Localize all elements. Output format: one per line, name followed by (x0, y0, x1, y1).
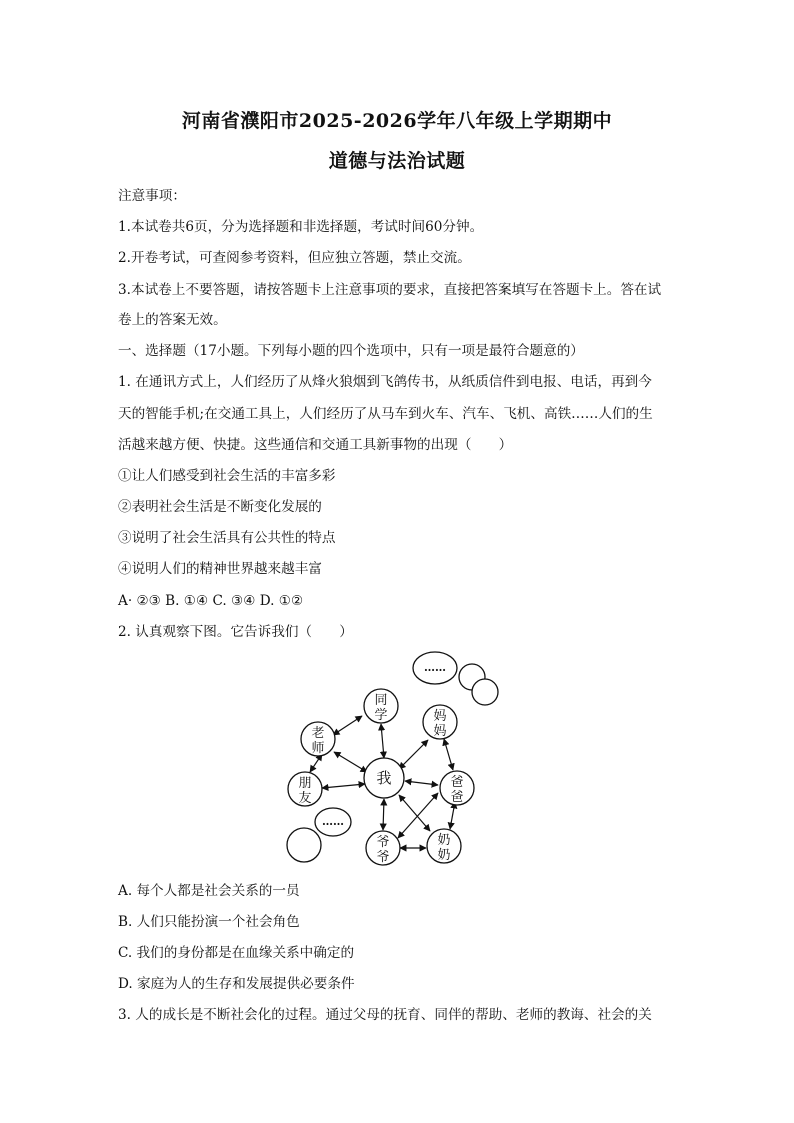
label-classmate: 学 (374, 708, 388, 723)
question-2-option: D. 家庭为人的生存和发展提供必要条件 (118, 976, 355, 992)
notice-item: 2.开卷考试，可查阅参考资料，但应独立答题，禁止交流。 (118, 250, 471, 266)
question-1-stem: 天的智能手机;在交通工具上，人们经历了从马车到火车、汽车、飞机、高铁……人们的生 (118, 406, 653, 422)
label-dad: 爸 (450, 790, 464, 805)
label-grandpa: 爷 (376, 850, 390, 865)
question-1-statement: ①让人们感受到社会生活的丰富多彩 (118, 468, 336, 484)
exam-subtitle: 道德与法治试题 (328, 150, 466, 172)
question-1-statement: ③说明了社会生活具有公共性的特点 (118, 530, 336, 546)
question-2-option: B. 人们只能扮演一个社会角色 (118, 914, 300, 930)
label-grandma: 奶 (437, 833, 451, 848)
question-3-stem: 3. 人的成长是不断社会化的过程。通过父母的抚育、同伴的帮助、老师的教诲、社会的关 (118, 1007, 652, 1023)
question-2-stem: 2. 认真观察下图。它告诉我们（ ） (118, 624, 353, 640)
label-classmate: 同 (374, 693, 388, 708)
label-teacher: 师 (311, 741, 325, 756)
label-mom: 妈 (433, 709, 447, 724)
label-friend: 友 (298, 791, 312, 806)
notice-item: 卷上的答案无效。 (118, 312, 227, 328)
question-2-option: C. 我们的身份都是在血缘关系中确定的 (118, 945, 355, 961)
question-1-stem: 活越来越方便、快捷。这些通信和交通工具新事物的出现（ ） (118, 437, 513, 453)
question-1-statement: ④说明人们的精神世界越来越丰富 (118, 561, 322, 577)
question-2-option: A. 每个人都是社会关系的一员 (118, 883, 300, 899)
label-teacher: 老 (311, 726, 325, 741)
node-blank-top-2 (472, 679, 498, 705)
exam-title: 河南省濮阳市2025-2026学年八年级上学期期中 (181, 110, 613, 132)
social-relations-diagram (270, 648, 510, 870)
label-mom: 妈 (433, 724, 447, 739)
notice-item: 1.本试卷共6页，分为选择题和非选择题，考试时间60分钟。 (118, 219, 484, 235)
label-more-top: …… (424, 661, 446, 674)
question-1-statement: ②表明社会生活是不断变化发展的 (118, 499, 322, 515)
notice-item: 3.本试卷上不要答题，请按答题卡上注意事项的要求，直接把答案填写在答题卡上。答在试 (118, 282, 662, 298)
node-blank-bottom (287, 828, 321, 862)
notice-heading: 注意事项： (118, 188, 186, 204)
label-more-bottom: …… (322, 815, 344, 828)
question-1-options: A· ②③ B. ①④ C. ③④ D. ①② (118, 593, 304, 609)
label-me: 我 (376, 769, 392, 787)
question-1-stem: 1. 在通讯方式上，人们经历了从烽火狼烟到飞鸽传书，从纸质信件到电报、电话，再到今 (118, 374, 652, 390)
label-dad: 爸 (450, 775, 464, 790)
label-grandpa: 爷 (376, 835, 390, 850)
label-grandma: 奶 (437, 848, 451, 863)
label-friend: 朋 (298, 776, 312, 791)
section-heading: 一、选择题（17小题。下列每小题的四个选项中，只有一项是最符合题意的） (118, 343, 584, 359)
